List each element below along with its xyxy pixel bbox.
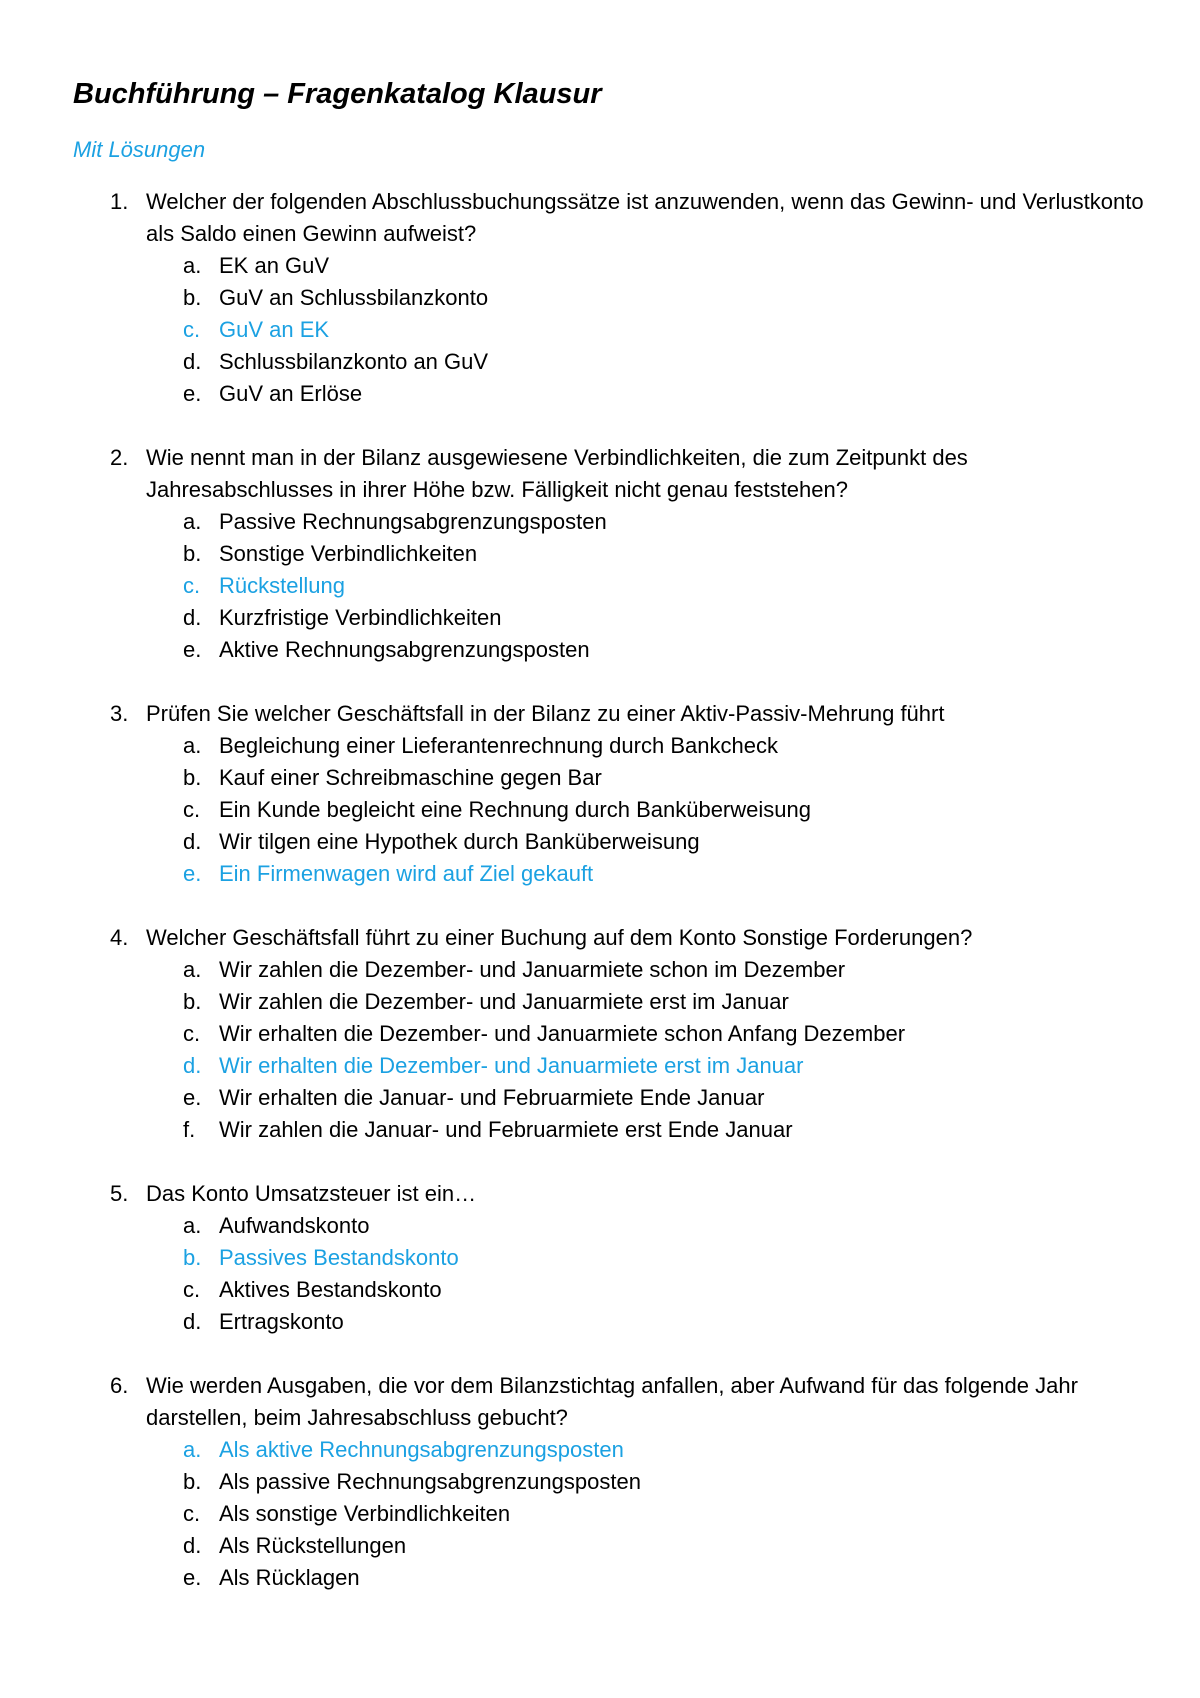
question-text-row [0,1178,1146,1210]
question-text-row [0,442,1146,506]
option-text: Ein Firmenwagen wird auf Ziel gekauft [219,861,594,886]
option-letter: a. [183,253,202,278]
option-letter: b. [183,989,202,1014]
option-text: Schlussbilanzkonto an GuV [219,349,489,374]
answer-option [0,634,1200,666]
answer-option [0,378,1200,410]
option-text: Ein Kunde begleicht eine Rechnung durch Banküberweisung [219,797,811,822]
answer-option [0,794,1200,826]
answer-option [0,1274,1200,1306]
answer-option-correct [0,314,1200,346]
option-text: Als aktive Rechnungsabgrenzungsposten [219,1437,624,1462]
answer-option [0,1530,1200,1562]
answer-option [0,730,1200,762]
option-text: Wir erhalten die Januar- und Februarmiete Ende Januar [219,1085,765,1110]
answer-option [0,762,1200,794]
option-letter: f. [183,1117,196,1142]
answer-option-correct [0,1242,1200,1274]
answer-option-correct [0,1050,1200,1082]
question-number: 1. [110,189,129,214]
option-letter: e. [183,637,202,662]
answer-option [0,538,1200,570]
option-text: Als Rücklagen [219,1565,360,1590]
option-text: Kurzfristige Verbindlichkeiten [219,605,502,630]
option-letter: c. [183,1277,201,1302]
option-text: Rückstellung [219,573,345,598]
option-text: Aktive Rechnungsabgrenzungsposten [219,637,590,662]
answer-option-correct [0,1434,1200,1466]
question-text: Das Konto Umsatzsteuer ist ein… [146,1181,477,1206]
option-letter: c. [183,317,201,342]
answer-option [0,1082,1200,1114]
option-text: Wir zahlen die Januar- und Februarmiete erst Ende Januar [219,1117,793,1142]
question-2 [0,442,1200,666]
option-letter: b. [183,765,202,790]
question-number: 5. [110,1181,129,1206]
option-text: GuV an Schlussbilanzkonto [219,285,489,310]
option-text: Wir erhalten die Dezember- und Januarmiete schon Anfang Dezember [219,1021,906,1046]
question-list [0,186,1200,1626]
question-number: 3. [110,701,129,726]
answer-option [0,282,1200,314]
option-letter: a. [183,1437,202,1462]
option-text: Wir tilgen eine Hypothek durch Banküberweisung [219,829,700,854]
answer-option [0,954,1200,986]
question-text: Welcher der folgenden Abschlussbuchungssätze ist anzuwenden, wenn das Gewinn- und Verlustkonto als Saldo einen Gewinn aufweist? [146,189,1144,246]
answer-option [0,506,1200,538]
option-letter: c. [183,1021,201,1046]
option-letter: a. [183,957,202,982]
option-text: Wir erhalten die Dezember- und Januarmiete erst im Januar [219,1053,804,1078]
answer-option-correct [0,858,1200,890]
question-text-row [0,186,1146,250]
option-letter: d. [183,1309,202,1334]
answer-option-correct [0,570,1200,602]
option-text: Als Rückstellungen [219,1533,407,1558]
answer-option [0,1210,1200,1242]
answer-option [0,1498,1200,1530]
option-text: GuV an Erlöse [219,381,363,406]
answer-option [0,1562,1200,1594]
option-letter: e. [183,861,202,886]
answer-option [0,826,1200,858]
question-text-row [0,922,1146,954]
answer-option [0,602,1200,634]
option-letter: c. [183,573,201,598]
question-4 [0,922,1200,1146]
question-text-row [0,698,1146,730]
document-title: Buchführung – Fragenkatalog Klausur [73,78,602,110]
answer-option [0,1114,1200,1146]
option-text: EK an GuV [219,253,330,278]
option-letter: a. [183,1213,202,1238]
option-text: Passives Bestandskonto [219,1245,459,1270]
option-letter: d. [183,1533,202,1558]
document-subtitle: Mit Lösungen [73,137,206,162]
option-text: Sonstige Verbindlichkeiten [219,541,478,566]
answer-option [0,250,1200,282]
option-letter: d. [183,605,202,630]
option-text: Kauf einer Schreibmaschine gegen Bar [219,765,602,790]
question-5 [0,1178,1200,1338]
answer-option [0,1466,1200,1498]
option-letter: d. [183,349,202,374]
question-text: Wie nennt man in der Bilanz ausgewiesene Verbindlichkeiten, die zum Zeitpunkt des Jahresabschlusses in ihrer Höhe bzw. Fälligkeit nicht genau feststehen? [146,445,968,502]
option-text: Wir zahlen die Dezember- und Januarmiete erst im Januar [219,989,789,1014]
option-text: Begleichung einer Lieferantenrechnung durch Bankcheck [219,733,778,758]
question-text-row [0,1370,1146,1434]
question-text: Wie werden Ausgaben, die vor dem Bilanzstichtag anfallen, aber Aufwand für das folgende Jahr darstellen, beim Jahresabschluss gebucht? [146,1373,1078,1430]
option-letter: e. [183,1085,202,1110]
option-letter: b. [183,1469,202,1494]
answer-option [0,1018,1200,1050]
option-letter: d. [183,829,202,854]
option-letter: c. [183,1501,201,1526]
option-letter: b. [183,285,202,310]
option-text: GuV an EK [219,317,330,342]
answer-option [0,986,1200,1018]
option-letter: c. [183,797,201,822]
option-letter: e. [183,1565,202,1590]
option-text: Als passive Rechnungsabgrenzungsposten [219,1469,641,1494]
question-text: Prüfen Sie welcher Geschäftsfall in der Bilanz zu einer Aktiv-Passiv-Mehrung führt [146,701,945,726]
question-text: Welcher Geschäftsfall führt zu einer Buchung auf dem Konto Sonstige Forderungen? [146,925,973,950]
question-number: 6. [110,1373,129,1398]
option-text: Aktives Bestandskonto [219,1277,442,1302]
option-letter: e. [183,381,202,406]
option-letter: b. [183,541,202,566]
option-text: Ertragskonto [219,1309,344,1334]
option-text: Als sonstige Verbindlichkeiten [219,1501,511,1526]
answer-option [0,1306,1200,1338]
option-letter: d. [183,1053,202,1078]
question-1 [0,186,1200,410]
option-letter: a. [183,509,202,534]
question-number: 2. [110,445,129,470]
option-text: Wir zahlen die Dezember- und Januarmiete schon im Dezember [219,957,846,982]
option-text: Passive Rechnungsabgrenzungsposten [219,509,607,534]
question-6 [0,1370,1200,1594]
answer-option [0,346,1200,378]
option-text: Aufwandskonto [219,1213,370,1238]
option-letter: b. [183,1245,202,1270]
question-number: 4. [110,925,129,950]
question-3 [0,698,1200,890]
option-letter: a. [183,733,202,758]
